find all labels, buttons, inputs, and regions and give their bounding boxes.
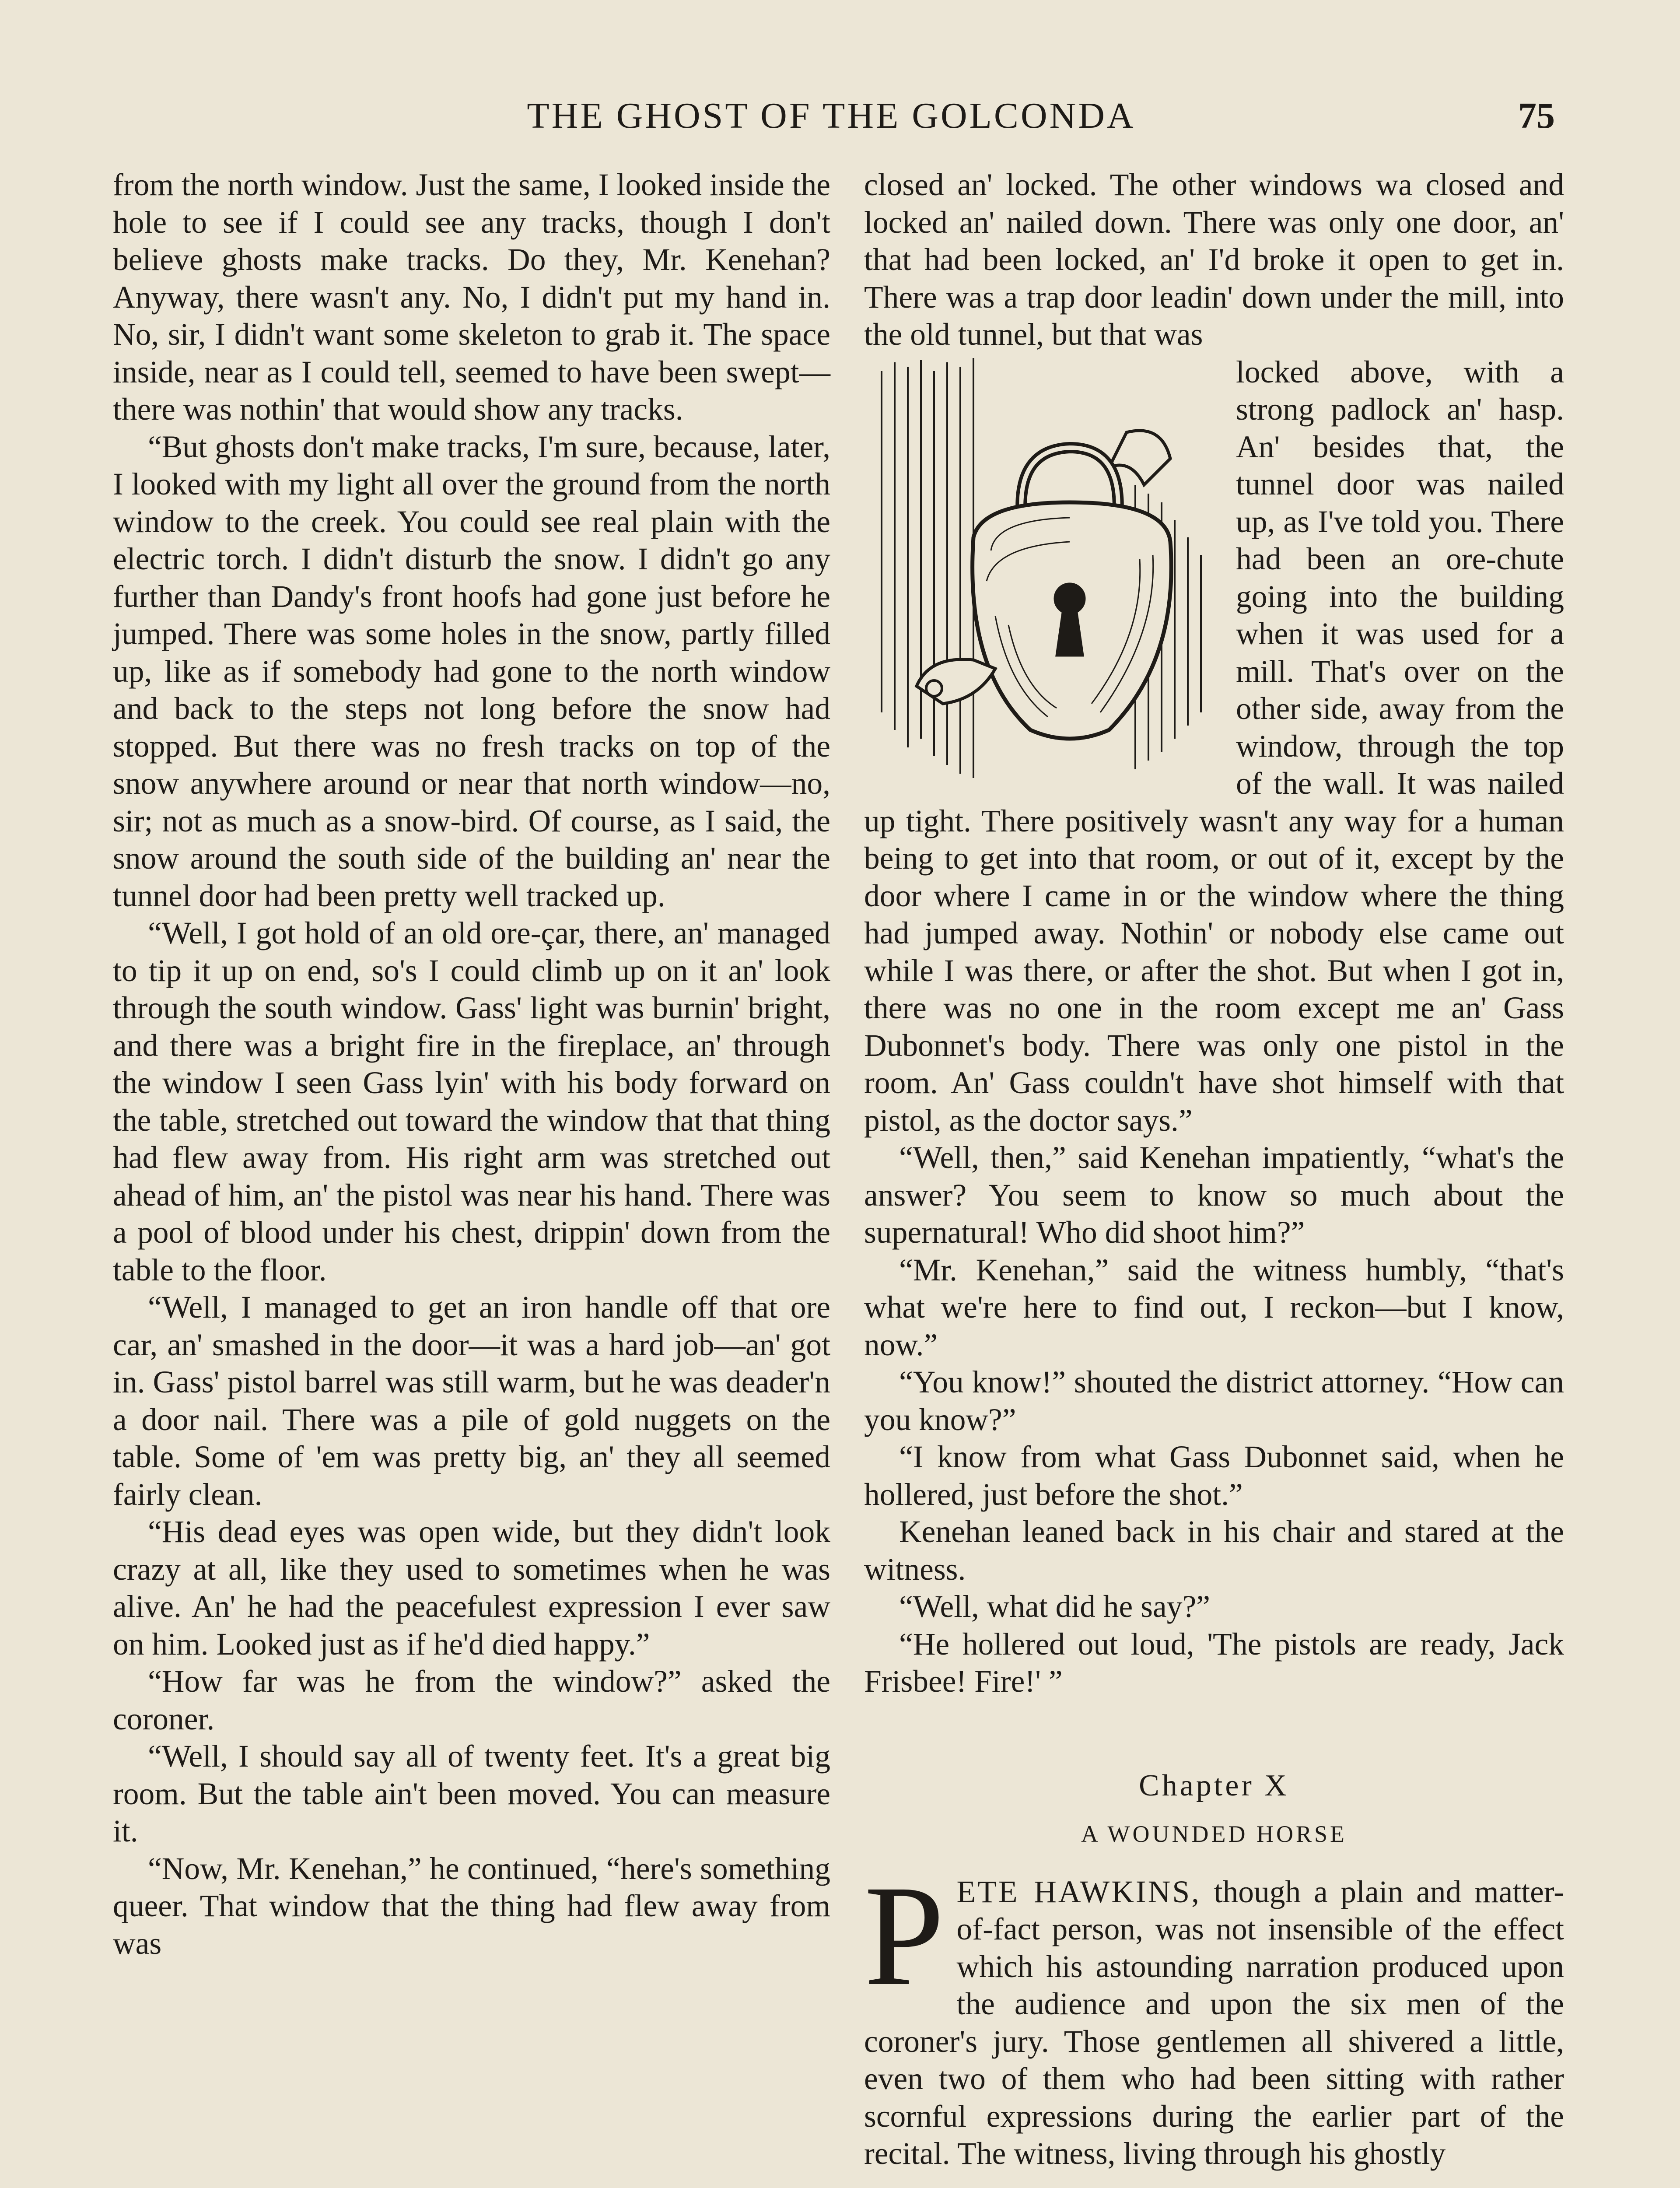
paragraph: “Well, then,” said Kenehan impatiently, “what's the answer? You seem to know so much about the supernatural! Who did shoot him?”: [864, 1140, 1564, 1250]
drop-cap: P: [864, 1855, 945, 2016]
running-header: [0, 92, 1680, 144]
paragraph: locked above, with a strong padlock an' hasp. An' besides that, the tunnel door was nailed up, as I've told you. There had been an ore-chute going into the building when it was used for a mill. That's over on the other side, away from the window, through the top of the wall. It was nailed up tight. There positively wasn't any way for a human being to get into that room, or out of it, except by the door where I came in or the window where the thing had jumped away. Nothin' or nobody else came out while I was there, or after the shot. But when I got in, there was no one in the room except me an' Gass Dubonnet's body. There was only one pistol in the room. An' Gass couldn't have shot himself with that pistol, as the doctor says.”: [864, 354, 1564, 1138]
paragraph: “Well, I should say all of twenty feet. It's a great big room. But the table ain't been moved. You can measure it.: [113, 1739, 830, 1848]
padlock-illustration: [864, 354, 1218, 791]
paragraph: “Now, Mr. Kenehan,” he continued, “here's something queer. That window that the thing had flew away from was: [113, 1851, 830, 1961]
chapter-heading: Chapter X: [1139, 1768, 1289, 1802]
paragraph: from the north window. Just the same, I looked inside the hole to see if I could see any tracks, though I don't believe ghosts make tracks. Do they, Mr. Kenehan? Anyway, there wasn't any. No, I didn't put my hand in. No, sir, I didn't want some skeleton to grab it. The space inside, near as I could tell, seemed to have been swept—there was nothin' that would show any tracks.: [113, 168, 830, 427]
paragraph: “Well, what did he say?”: [899, 1589, 1210, 1624]
padlock-icon: [864, 354, 1218, 791]
paragraph: closed an' locked. The other windows wa closed and locked an' nailed down. There was only one door, an' that had been locked, an' I'd broke it open to get in. There was a trap door leadin' down under the mill, into the old tunnel, but that was: [864, 168, 1564, 352]
left-column: [113, 166, 830, 1962]
paragraph: “You know!” shouted the district attorney. “How can you know?”: [864, 1365, 1564, 1437]
paragraph: “He hollered out loud, 'The pistols are ready, Jack Frisbee! Fire!' ”: [864, 1627, 1564, 1699]
paragraph: “But ghosts don't make tracks, I'm sure, because, later, I looked with my light all over the ground from the north window to the creek. You could see real plain with the electric torch. I didn't disturb the snow. I didn't go any further than Dandy's front hoofs had gone just before he jumped. There was some holes in the snow, partly filled up, like as if somebody had gone to the north window and back to the steps not long before the snow had stopped. But there was no fresh tracks on top of the snow anywhere around or near that north window—no, sir; not as much as a snow-bird. Of course, as I said, the snow around the south side of the building an' near the tunnel door had been pretty well tracked up.: [113, 429, 830, 913]
paragraph: “I know from what Gass Dubonnet said, when he hollered, just before the shot.”: [864, 1440, 1564, 1512]
paragraph: “Mr. Kenehan,” said the witness humbly, “that's what we're here to find out, I reckon—but I know, now.”: [864, 1252, 1564, 1362]
paragraph: “His dead eyes was open wide, but they didn't look crazy at all, like they used to sometimes when he was alive. An' he had the peacefulest expression I ever saw on him. Looked just as if he'd died happy.”: [113, 1515, 830, 1662]
paragraph: Kenehan leaned back in his chair and stared at the witness.: [864, 1515, 1564, 1587]
page-number: 75: [1518, 95, 1555, 136]
paragraph: “Well, I managed to get an iron handle off that ore car, an' smashed in the door—it was a hard job—an' got in. Gass' pistol barrel was still warm, but he was deader'n a door nail. There was a pile of gold nuggets on the table. Some of 'em was pretty big, an' they all seemed fairly clean.: [113, 1290, 830, 1512]
lead-caps: ETE HAWKINS,: [956, 1874, 1201, 1909]
running-title: THE GHOST OF THE GOLCONDA: [527, 95, 1136, 136]
chapter-opening: [864, 1855, 1564, 2173]
chapter-text: though a plain and matter-of-fact person, was not insensible of the effect which his astounding narration produced upon the audience and upon the six men of the coroner's jury. Those gentlemen all shivered a little, even two of them who had been sitting with rather scornful expressions during the earlier part of the recital. The witness, living through his ghostly: [864, 1874, 1564, 2171]
paragraph: “How far was he from the window?” asked the coroner.: [113, 1664, 830, 1736]
paragraph: “Well, I got hold of an old ore-çar, there, an' managed to tip it up on end, so's I could climb up on it an' look through the south window. Gass' light was burnin' bright, and there was a bright fire in the fireplace, an' through the window I seen Gass lyin' with his body forward on the table, stretched out toward the window that that thing had flew away from. His right arm was stretched out ahead of him, an' the pistol was near his hand. There was a pool of blood under his chest, drippin' down from the table to the floor.: [113, 916, 830, 1287]
right-column: [864, 166, 1564, 2173]
chapter-title: A WOUNDED HORSE: [1081, 1820, 1347, 1847]
